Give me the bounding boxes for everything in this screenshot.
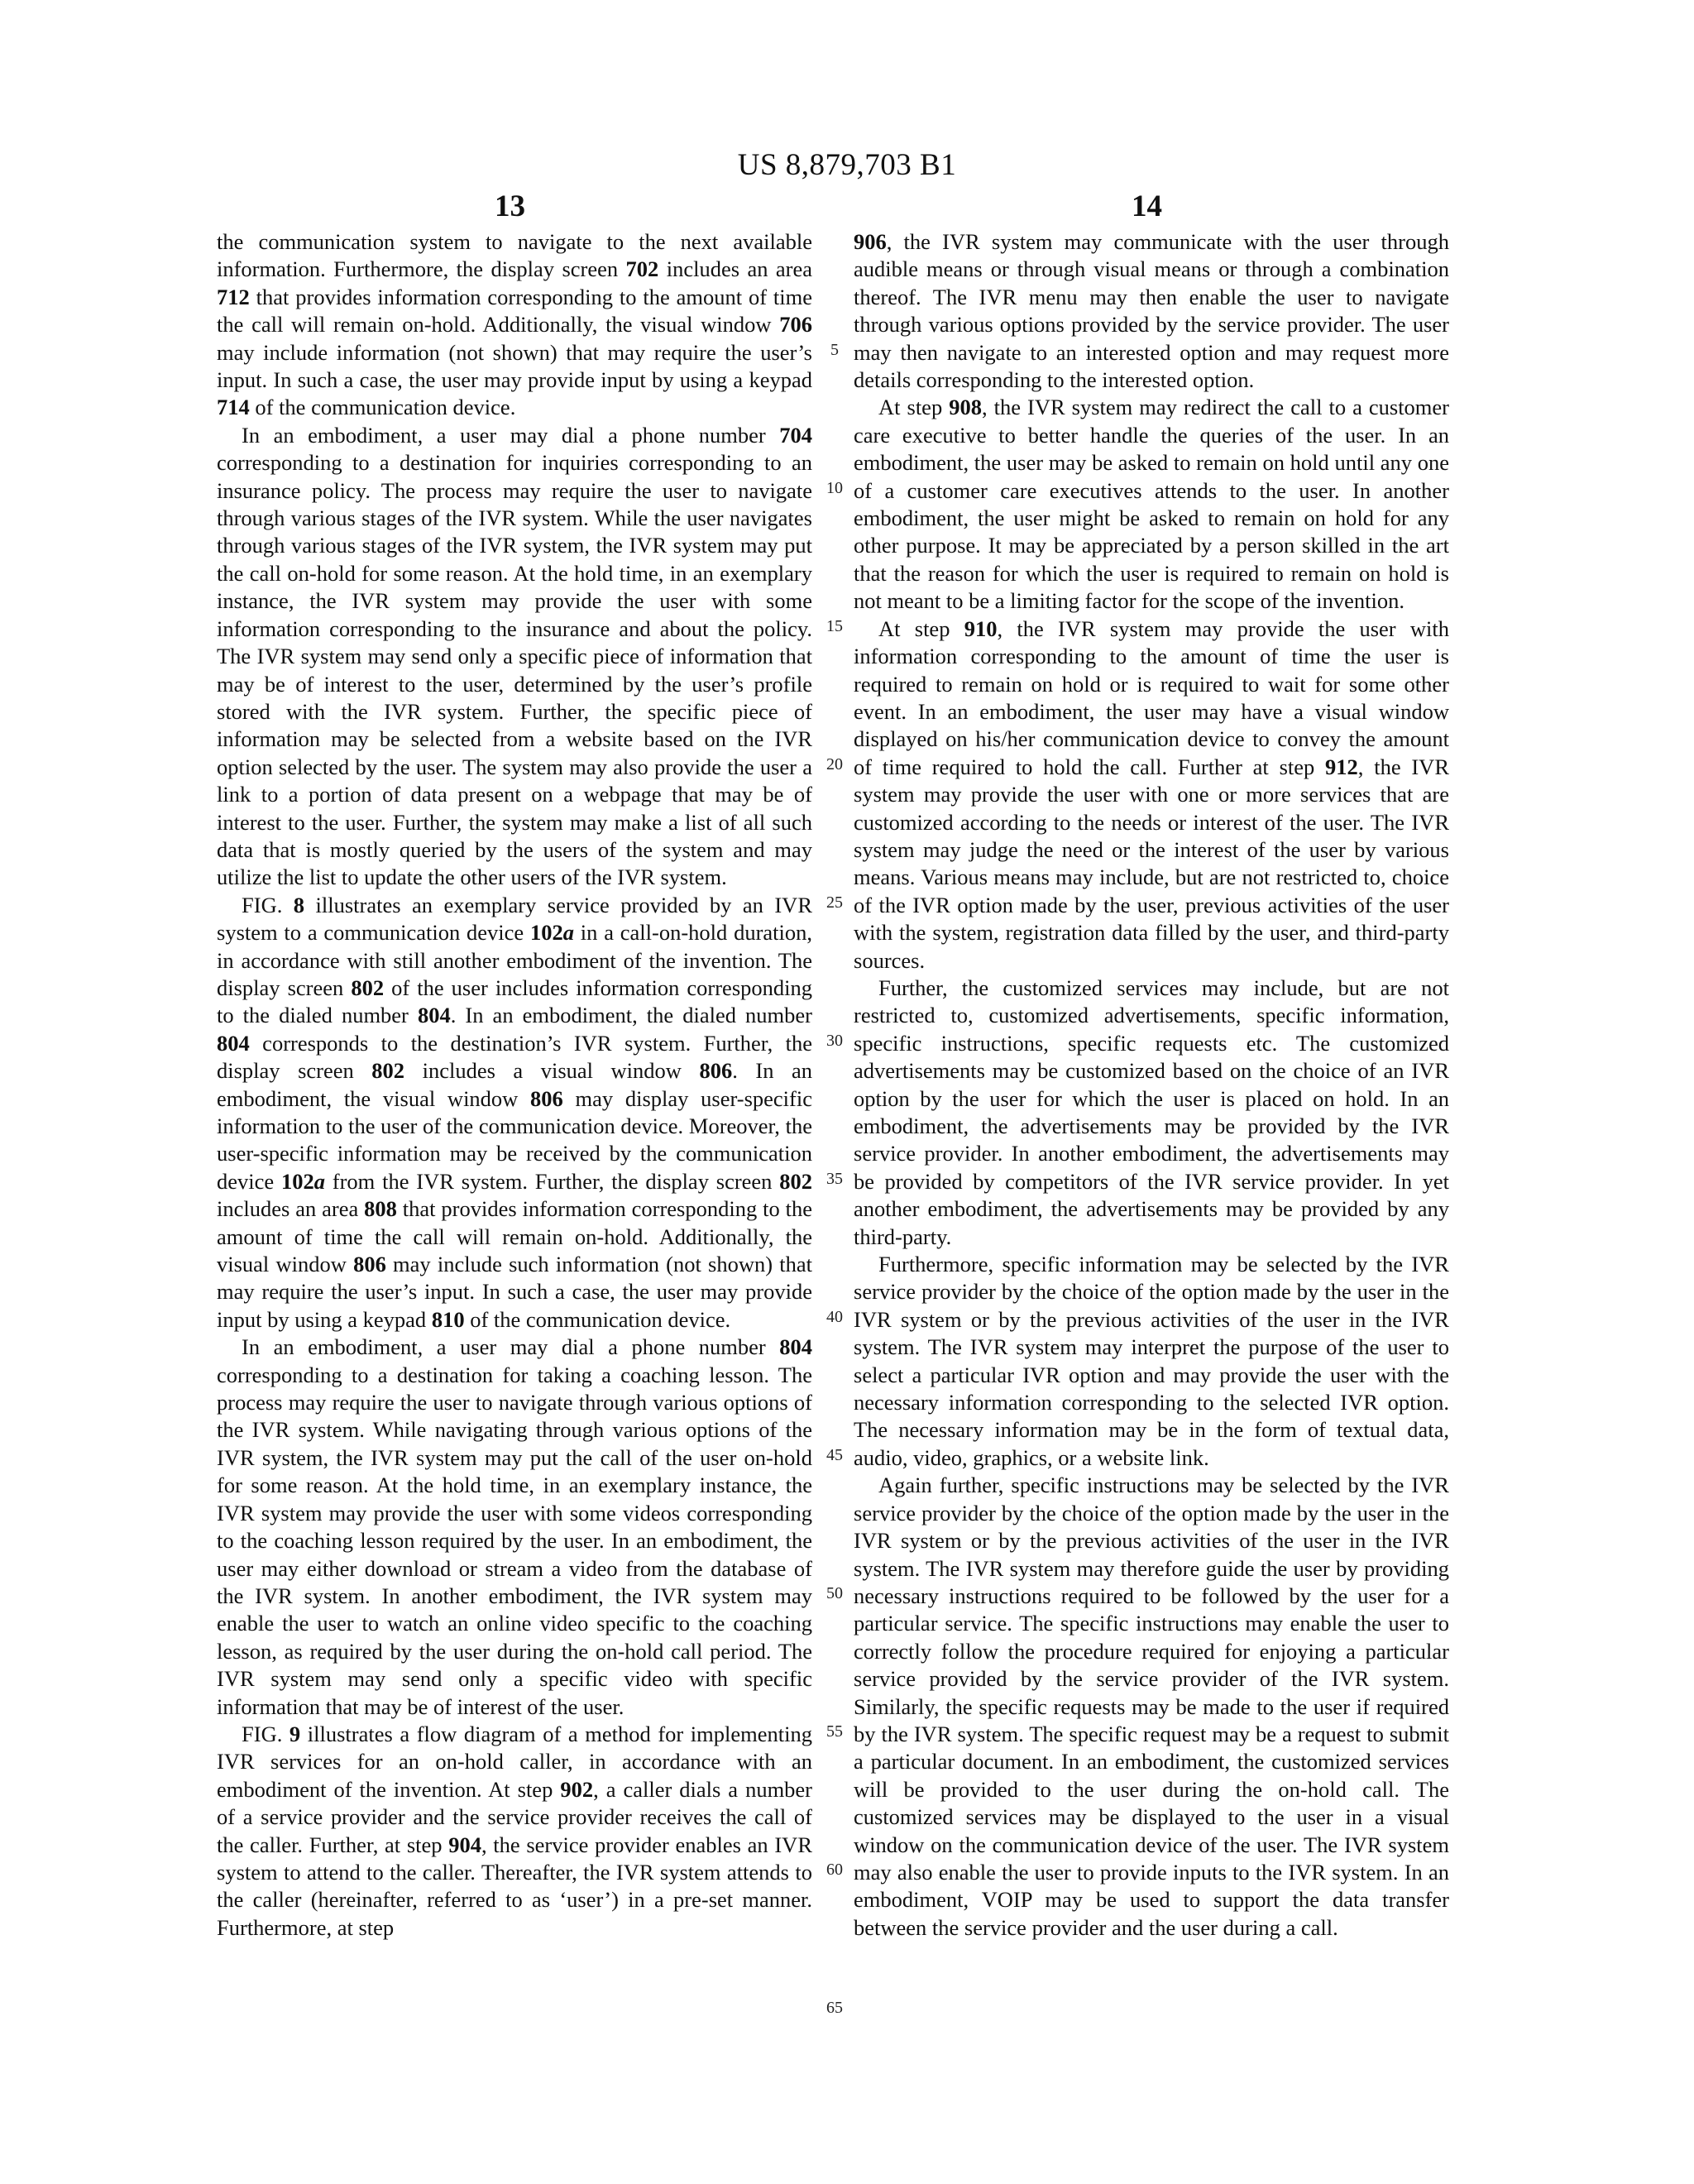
paragraph: the communication system to navigate to the next available information. Furthermore, the display screen 702 includes an area 712 that provides information corresponding to the amount of time the call will remain on-hold. Additionally, the visual window 706 may include information (not shown) that may require the user’s input. In such a case, the user may provide input by using a keypad 714 of the communication device. [217,229,813,420]
paragraph: Again further, specific instructions may be selected by the IVR service provider by the choice of the option made by the user in the IVR system or by the previous activities of the user in the IVR system. The IVR system may therefore guide the user by providing necessary instructions required to be followed by the user for a particular service. The specific instructions may enable the user to correctly follow the procedure required for enjoying a particular service provided by the service provider of the IVR system. Similarly, the specific requests may be made to the user if required by the IVR system. The specific request may be a request to submit a particular document. In an embodiment, the customized services will be provided to the user during the on-hold call. The customized services may be displayed to the user in a visual window on the communication device of the user. The IVR system may also enable the user to provide inputs to the IVR system. In an embodiment, VOIP may be used to support the data transfer between the service provider and the user during a call. [854,1473,1449,1940]
line-number: 50 [826,1584,843,1602]
paragraph: Furthermore, specific information may be selected by the IVR service provider by the choice of the option made by the user in the IVR system or by the previous activities of the user in the IVR system. The IVR system may interpret the purpose of the user to select a particular IVR option and may provide the user with the necessary information corresponding to the selected IVR option. The necessary information may be in the form of textual data, audio, video, graphics, or a website link. [854,1252,1449,1470]
paragraph: FIG. 9 illustrates a flow diagram of a method for implementing IVR services for an on-hold caller, in accordance with an embodiment of the invention. At step 902, a caller dials a number of a service provider and the service provider receives the call of the caller. Further, at step 904, the service provider enables an IVR system to attend to the caller. Thereafter, the IVR system attends to the caller (hereinafter, referred to as ‘user’) in a pre-set manner. Furthermore, at step [217,1721,813,1940]
line-number: 40 [826,1308,843,1326]
line-number: 25 [826,893,843,912]
line-number: 45 [826,1446,843,1464]
paragraph: FIG. 8 illustrates an exemplary service provided by an IVR system to a communication device 102a in a call-on-hold duration, in accordance with still another embodiment of the invention. The display screen 802 of the user includes information corresponding to the dialed number 804. In an embodiment, the dialed number 804 corresponds to the destination’s IVR system. Further, the display screen 802 includes a visual window 806. In an embodiment, the visual window 806 may display user-specific information to the user of the communication device. Moreover, the user-specific information may be received by the communication device 102a from the IVR system. Further, the display screen 802 includes an area 808 that provides information corresponding to the amount of time the call will remain on-hold. Additionally, the visual window 806 may include such information (not shown) that may require the user’s input. In such a case, the user may provide input by using a keypad 810 of the communication device. [217,892,813,1332]
paragraph: In an embodiment, a user may dial a phone number 704 corresponding to a destination for inquiries corresponding to an insurance policy. The process may require the user to navigate through various stages of the IVR system. While the user navigates through various stages of the IVR system, the IVR system may put the call on-hold for some reason. At the hold time, in an exemplary instance, the IVR system may provide the user with some information corresponding to the insurance and about the policy. The IVR system may send only a specific piece of information that may be of interest to the user, determined by the user’s profile stored with the IVR system. Further, the specific piece of information may be selected from a website based on the IVR option selected by the user. The system may also provide the user a link to a portion of data present on a webpage that may be of interest to the user. Further, the system may make a list of all such data that is mostly queried by the users of the system and may utilize the list to update the other users of the IVR system. [217,422,812,890]
right-column [854,228,1449,1942]
page-number-right: 14 [1132,189,1162,223]
paragraph: Further, the customized services may include, but are not restricted to, customized advertisements, specific information, specific instructions, specific requests etc. The customized advertisements may be customized based on the choice of an IVR option by the user for which the user is placed on hold. In an embodiment, the advertisements may be provided by the IVR service provider. In another embodiment, the advertisements may be provided by competitors of the IVR service provider. In yet another embodiment, the advertisements may be provided by any third-party. [854,975,1449,1249]
line-number: 15 [826,617,843,635]
line-number: 60 [826,1861,843,1879]
left-column [217,228,812,1942]
line-number: 5 [830,341,839,359]
paragraph: In an embodiment, a user may dial a phone number 804 corresponding to a destination for taking a coaching lesson. The process may require the user to navigate through various options of the IVR system. While navigating through various options of the IVR system, the IVR system may put the call of the user on-hold for some reason. At the hold time, in an exemplary instance, the IVR system may provide the user with some videos corresponding to the coaching lesson required by the user. In an embodiment, the user may either download or stream a video from the database of the IVR system. In another embodiment, the IVR system may enable the user to watch an online video specific to the coaching lesson, as required by the user during the on-hold call period. The IVR system may send only a specific video with specific information that may be of interest of the user. [217,1334,812,1719]
patent-number: US 8,879,703 B1 [737,148,957,182]
line-number: 65 [826,1999,843,2017]
paragraph: At step 910, the IVR system may provide the user with information corresponding to the amount of time the user is required to remain on hold or is required to wait for some other event. In an embodiment, the user may have a visual window displayed on his/her communication device to convey the amount of time required to hold the call. Further at step 912, the IVR system may provide the user with one or more services that are customized according to the needs or interest of the user. The IVR system may judge the need or the interest of the user by various means. Various means may include, but are not restricted to, choice of the IVR option made by the user, previous activities of the user with the system, registration data filled by the user, and third-party sources. [854,615,1450,973]
line-number: 35 [826,1170,843,1188]
paragraph: 906, the IVR system may communicate with the user through audible means or through visual means or through a combination thereof. The IVR menu may then enable the user to navigate through various options provided by the service provider. The user may then navigate to an interested option and may request more details corresponding to the interested option. [854,229,1449,393]
paragraph: At step 908, the IVR system may redirect the call to a customer care executive to better handle the queries of the user. In an embodiment, the user may be asked to remain on hold until any one of a customer care executives attends to the user. In another embodiment, the user might be asked to remain on hold for any other purpose. It may be appreciated by a person skilled in the art that the reason for which the user is required to remain on hold is not meant to be a limiting factor for the scope of the invention. [854,395,1450,614]
line-number: 30 [826,1032,843,1050]
page-number-left: 13 [495,189,525,223]
line-number: 20 [826,755,843,774]
line-number: 10 [826,479,843,497]
line-number: 55 [826,1722,843,1741]
